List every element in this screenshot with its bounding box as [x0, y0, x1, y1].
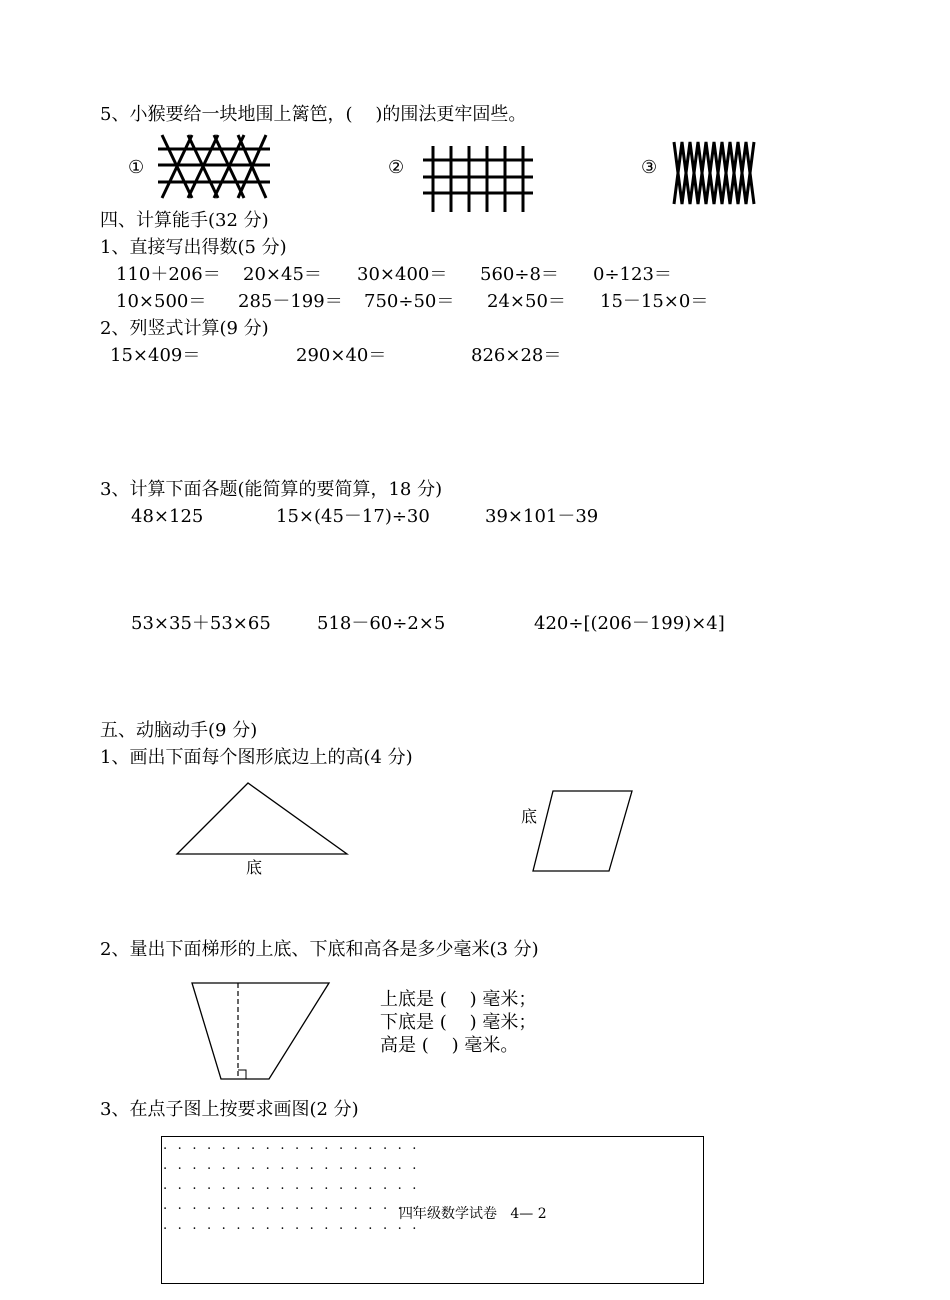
calc-item: 39×101－39	[485, 506, 599, 527]
calc-item: 48×125	[131, 506, 204, 527]
mental-math-item: 15－15×0＝	[600, 291, 709, 312]
vertical-calc-item: 826×28＝	[471, 345, 562, 366]
mental-math-item: 20×45＝	[243, 264, 322, 285]
calc-item: 15×(45－17)÷30	[276, 506, 430, 527]
top-base-answer: 上底是 ( ) 毫米；	[380, 989, 537, 1010]
height-answer: 高是 ( ) 毫米。	[380, 1035, 519, 1056]
mental-math-item: 10×500＝	[116, 291, 207, 312]
option-2-label: ②	[388, 157, 405, 178]
dot-row: . . . . . . . . . . . . . . . . . .	[163, 1138, 420, 1153]
mental-math-item: 30×400＝	[357, 264, 448, 285]
page-footer: 四年级数学试卷 4— 2	[399, 1206, 547, 1222]
section-5-title: 五、动脑动手(9 分)	[100, 720, 258, 741]
vertical-calc-item: 15×409＝	[110, 345, 201, 366]
vertical-calc-item: 290×40＝	[296, 345, 387, 366]
triangle-base-label: 底	[246, 858, 263, 877]
q5-text: 5、小猴要给一块地围上篱笆，( )的围法更牢固些。	[100, 104, 527, 125]
dot-row: . . . . . . . . . . . . . . . . . .	[163, 1218, 420, 1233]
mental-math-item: 0÷123＝	[593, 264, 672, 285]
option-3-label: ③	[641, 157, 658, 178]
mental-math-item: 24×50＝	[487, 291, 566, 312]
part-3-title: 3、在点子图上按要求画图(2 分)	[100, 1099, 359, 1120]
calc-item: 518－60÷2×5	[317, 613, 446, 634]
mental-math-item: 750÷50＝	[364, 291, 455, 312]
mental-math-item: 285－199＝	[238, 291, 343, 312]
parallelogram-base-label: 底	[521, 807, 538, 826]
part-2-title: 2、列竖式计算(9 分)	[100, 318, 269, 339]
section-4-title: 四、计算能手(32 分)	[100, 210, 269, 231]
calc-item: 53×35＋53×65	[131, 613, 271, 634]
dot-row: . . . . . . . . . . . . . . . . . .	[163, 1178, 420, 1193]
calc-item: 420÷[(206－199)×4]	[534, 613, 725, 634]
mental-math-item: 560÷8＝	[480, 264, 559, 285]
part-2-title: 2、量出下面梯形的上底、下底和高各是多少毫米(3 分)	[100, 939, 539, 960]
bottom-base-answer: 下底是 ( ) 毫米；	[380, 1012, 537, 1033]
dot-row: . . . . . . . . . . . . . . . . . .	[163, 1158, 420, 1173]
dot-row: . . . . . . . . . . . . . . . . . .	[163, 1198, 420, 1213]
part-1-title: 1、直接写出得数(5 分)	[100, 237, 287, 258]
mental-math-item: 110＋206＝	[116, 264, 221, 285]
option-1-label: ①	[128, 157, 145, 178]
part-1-title: 1、画出下面每个图形底边上的高(4 分)	[100, 747, 413, 768]
part-3-title: 3、计算下面各题(能简算的要简算，18 分)	[100, 479, 443, 500]
